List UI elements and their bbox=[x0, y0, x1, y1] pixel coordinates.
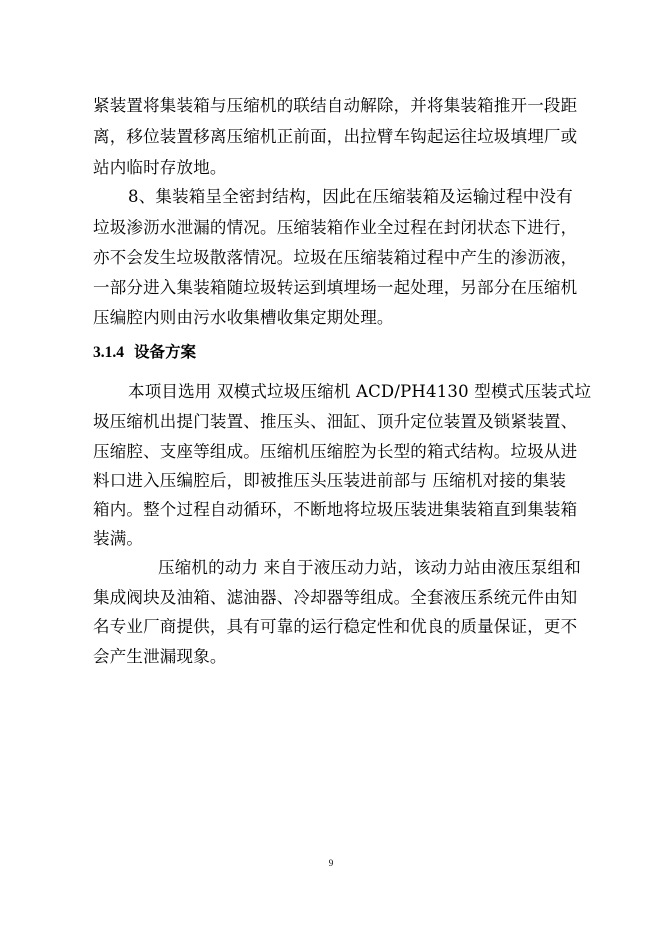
text-line: 离，移位装置移离压缩机正前面，出拉臂车钩起运往垃圾填埋厂或 bbox=[93, 127, 578, 146]
text-line: 紧装置将集装箱与压缩机的联结自动解除，并将集装箱推开一段距 bbox=[93, 96, 578, 115]
section-number: 3.1.4 bbox=[93, 344, 124, 361]
text-line: 站内临时存放地。 bbox=[93, 158, 227, 177]
text-line: 箱内。整个过程自动循环，不断地将垃圾压装进集装箱直到集装箱 bbox=[93, 500, 578, 519]
text-line: 一部分进入集装箱随垃圾转运到填埋场一起处理，另部分在压缩机 bbox=[93, 278, 578, 297]
text-line: 压缩腔、支座等组成。压缩机压缩腔为长型的箱式结构。垃圾从进 bbox=[93, 442, 578, 461]
section-heading bbox=[93, 342, 196, 363]
text-line: 圾压缩机出提门装置、推压头、沺缸、顶升定位装置及锁紧装置、 bbox=[93, 412, 578, 431]
text-line: 压缩机的动力 来自于液压动力站，该动力站由液压泵组和 bbox=[158, 558, 581, 577]
text-line: 压编腔内则由污水收集槽收集定期处理。 bbox=[93, 308, 394, 327]
text-line: 名专业厂商提供，具有可靠的运行稳定性和优良的质量保证，更不 bbox=[93, 617, 578, 636]
text-line: 8、集装箱呈全密封结构，因此在压缩装箱及运输过程中没有 bbox=[128, 187, 573, 206]
section-title: 设备方案 bbox=[134, 343, 197, 361]
text-line: 亦不会发生垃圾散落情况。垃圾在压缩装箱过程中产生的渗沥液， bbox=[93, 248, 578, 267]
text-line: 垃圾渗沥水泄漏的情况。压缩装箱作业全过程在封闭状态下进行， bbox=[93, 218, 578, 237]
text-line: 会产生泄漏现象。 bbox=[93, 647, 227, 666]
text-line: 本项目选用 双模式垃圾压缩机 ACD/PH4130 型模式压装式垃 bbox=[128, 382, 592, 401]
page-number: 9 bbox=[328, 858, 334, 868]
text-line: 集成阀块及油箱、滤油器、冷却器等组成。全套液压系统元件由知 bbox=[93, 588, 578, 607]
text-line: 料口进入压编腔后，即被推压头压装进前部与 压缩机对接的集装 bbox=[93, 471, 567, 490]
text-line: 装满。 bbox=[93, 529, 144, 548]
